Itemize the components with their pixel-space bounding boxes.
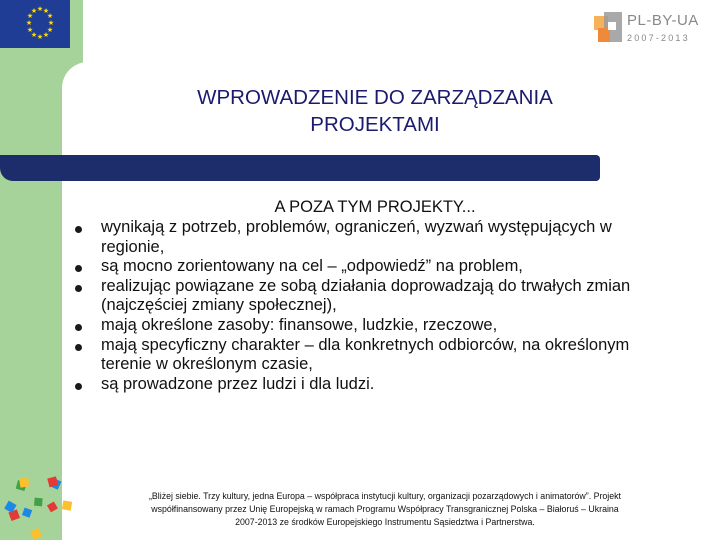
list-item-text: realizując powiązane ze sobą działania doprowadzają do trwałych zmian (najczęściej zmiany społecznej), <box>101 276 631 315</box>
svg-text:★: ★ <box>30 7 38 15</box>
footer-line-2: współfinansowany przez Unię Europejską w ramach Programu Współpracy Transgranicznej Polska – Białoruś – Ukraina <box>151 504 619 514</box>
list-item-text: wynikają z potrzeb, problemów, ograniczeń, wyzwań występujących w regionie, <box>101 218 612 256</box>
svg-text:★: ★ <box>25 19 33 27</box>
svg-text:★: ★ <box>47 19 55 27</box>
list-item <box>75 336 655 375</box>
footer-line-3: 2007-2013 ze środków Europejskiego Instrumentu Sąsiedztwa i Partnerstwa. <box>235 517 535 527</box>
svg-text:★: ★ <box>46 12 54 20</box>
list-item-text: są mocno zorientowany na cel – „odpowiedź” na problem, <box>101 257 523 276</box>
list-item-text: mają specyficzny charakter – dla konkretnych odbiorców, na określonym terenie w określonym czasie, <box>101 335 630 374</box>
svg-text:★: ★ <box>42 7 50 15</box>
title-line-2: PROJEKTAMI <box>310 113 440 136</box>
page-title <box>100 84 650 138</box>
bullet-icon <box>75 383 82 390</box>
subheading: A POZA TYM PROJEKTY... <box>274 198 476 216</box>
footer-line-1: „Bliżej siebie. Trzy kultury, jedna Europa – współpraca instytucji kultury, organizacji pozarządowych i animatorów”. Projekt <box>149 491 621 501</box>
list-item <box>75 277 655 316</box>
list-item <box>75 218 655 257</box>
bullet-list <box>75 218 655 394</box>
list-item-text: są prowadzone przez ludzi i dla ludzi. <box>101 374 375 393</box>
svg-text:★: ★ <box>36 5 44 13</box>
list-item <box>75 316 655 336</box>
list-item <box>75 257 655 277</box>
bullet-icon <box>75 285 82 292</box>
list-item <box>75 375 655 395</box>
bullet-icon <box>75 265 82 272</box>
svg-text:★: ★ <box>30 31 38 39</box>
bullet-icon <box>75 226 82 233</box>
eu-flag-icon <box>0 0 70 48</box>
footer-note <box>85 490 685 529</box>
three-cultures-logo-icon <box>0 462 80 540</box>
title-divider-bar <box>0 155 600 181</box>
svg-text:★: ★ <box>42 31 50 39</box>
svg-text:★: ★ <box>26 12 34 20</box>
pl-by-ua-logo-icon <box>592 8 714 50</box>
list-item-text: mają określone zasoby: finansowe, ludzkie, rzeczowe, <box>101 315 498 334</box>
bullet-icon <box>75 324 82 331</box>
logo-text: PL-BY-UA <box>627 12 699 29</box>
svg-text:★: ★ <box>26 26 34 34</box>
title-line-1: WPROWADZENIE DO ZARZĄDZANIA <box>197 86 553 109</box>
svg-text:★: ★ <box>46 26 54 34</box>
bullet-icon <box>75 344 82 351</box>
logo-years: 2007-2013 <box>627 33 690 43</box>
svg-text:★: ★ <box>36 33 44 41</box>
